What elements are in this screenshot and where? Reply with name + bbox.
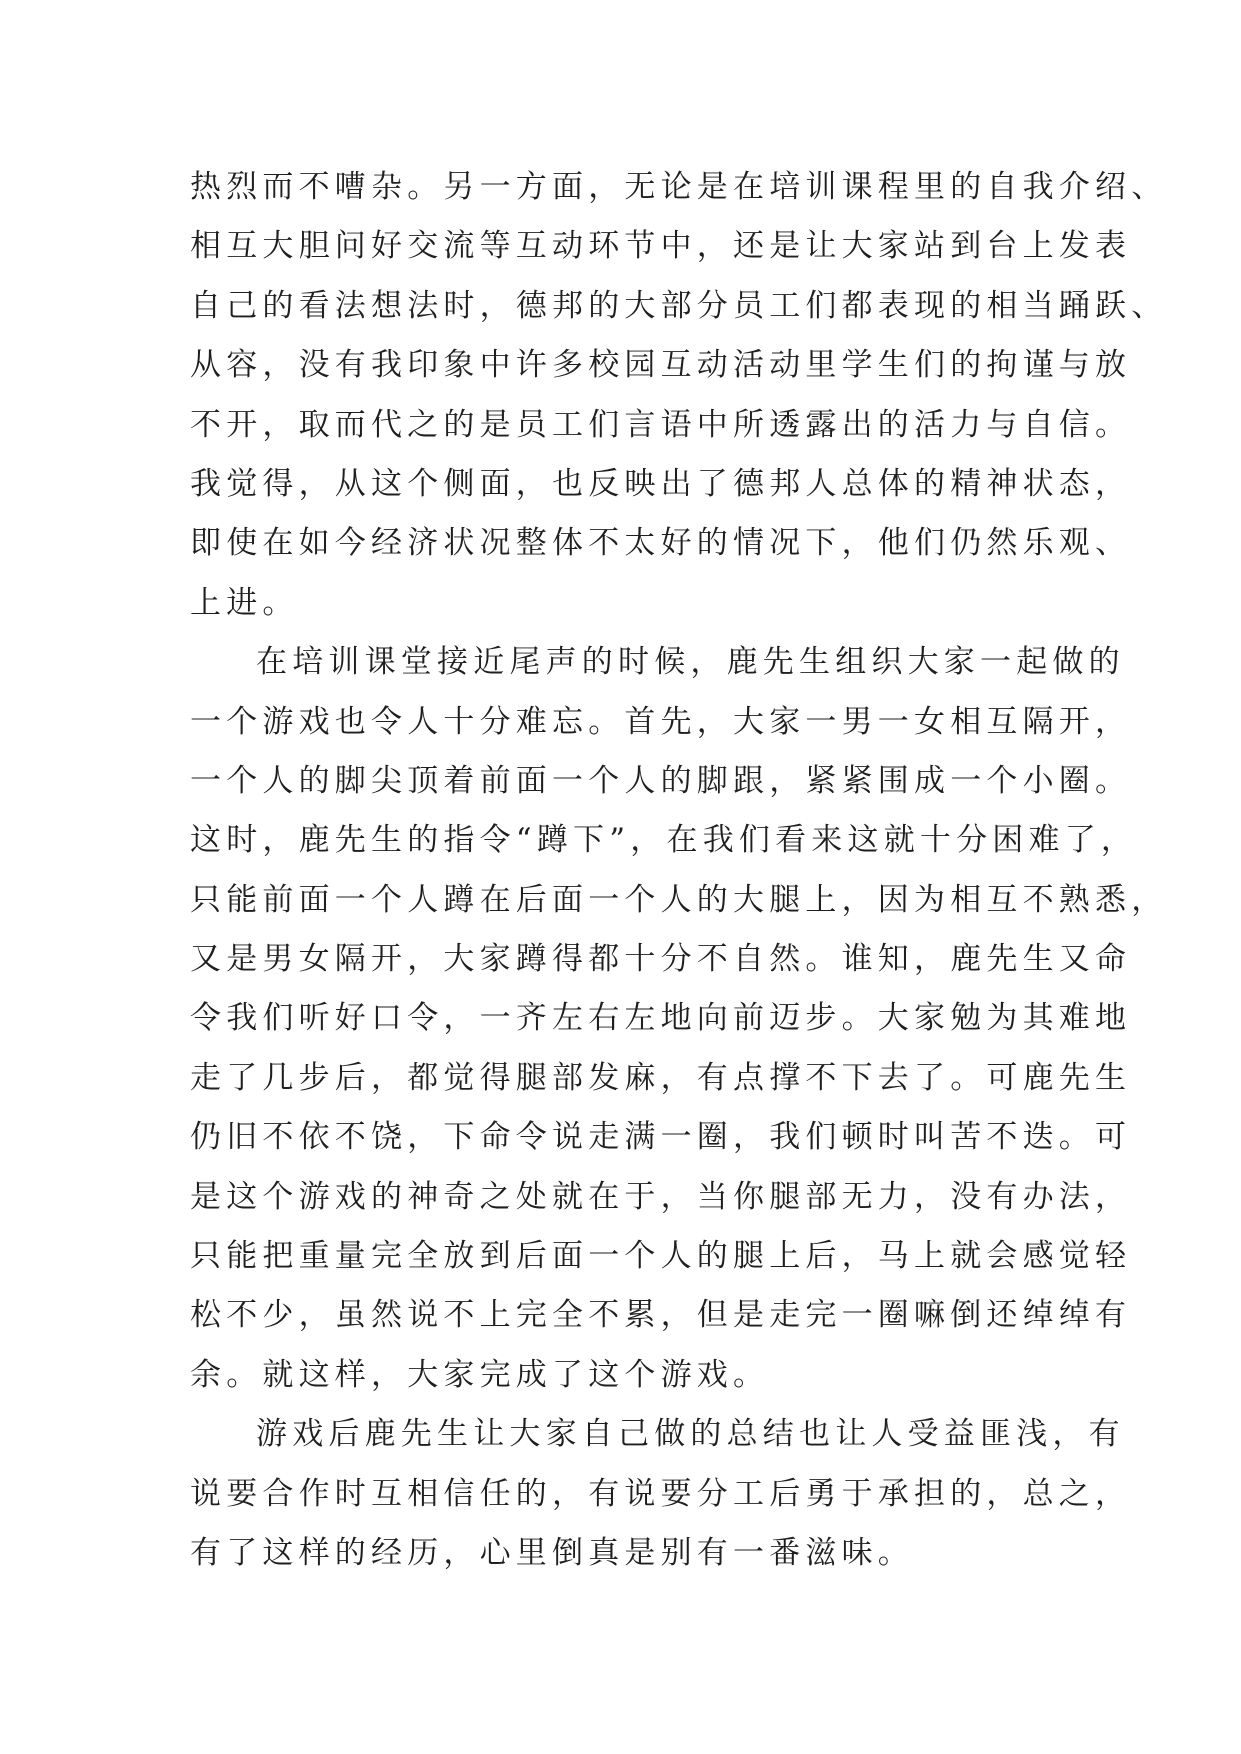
- text-line: 从容，没有我印象中许多校园互动活动里学生们的拘谨与放: [190, 347, 1132, 384]
- text-line: 我觉得，从这个侧面，也反映出了德邦人总体的精神状态，: [190, 465, 1132, 502]
- paragraph-3: [190, 1405, 1132, 1583]
- text-line: 余。就这样，大家完成了这个游戏。: [190, 1356, 770, 1393]
- text-line: 走了几步后，都觉得腿部发麻，有点撑不下去了。可鹿先生: [190, 1059, 1132, 1096]
- body-text: [190, 158, 1168, 1583]
- paragraph-1: [190, 158, 1168, 633]
- text-line: 上进。: [190, 584, 299, 621]
- text-line: 是这个游戏的神奇之处就在于，当你腿部无力，没有办法，: [190, 1178, 1132, 1215]
- text-line: 又是男女隔开，大家蹲得都十分不自然。谁知，鹿先生又命: [190, 941, 1132, 978]
- text-line: 令我们听好口令，一齐左右左地向前迈步。大家勉为其难地: [190, 1000, 1132, 1037]
- text-line: 不开，取而代之的是员工们言语中所透露出的活力与自信。: [190, 406, 1132, 443]
- text-line: 自己的看法想法时，德邦的大部分员工们都表现的相当踊跃、: [190, 287, 1168, 324]
- text-line: 松不少，虽然说不上完全不累，但是走完一圈嘛倒还绰绰有: [190, 1297, 1132, 1334]
- text-line: 相互大胆问好交流等互动环节中，还是让大家站到台上发表: [190, 228, 1132, 265]
- text-line: 仍旧不依不饶，下命令说走满一圈，我们顿时叫苦不迭。可: [190, 1119, 1132, 1156]
- text-line: 在培训课堂接近尾声的时候，鹿先生组织大家一起做的: [256, 644, 1125, 681]
- text-line: 说要合作时互相信任的，有说要分工后勇于承担的，总之，: [190, 1475, 1132, 1512]
- paragraph-2: [190, 633, 1168, 1405]
- text-line: 这时，鹿先生的指令“蹲下”，在我们看来这就十分困难了，: [190, 822, 1138, 859]
- text-line: 一个游戏也令人十分难忘。首先，大家一男一女相互隔开，: [190, 703, 1132, 740]
- text-line: 热烈而不嘈杂。另一方面，无论是在培训课程里的自我介绍、: [190, 169, 1168, 205]
- text-line: 只能前面一个人蹲在后面一个人的大腿上，因为相互不熟悉，: [190, 881, 1168, 918]
- text-line: 有了这样的经历，心里倒真是别有一番滋味。: [190, 1534, 914, 1571]
- text-line: 只能把重量完全放到后面一个人的腿上后，马上就会感觉轻: [190, 1238, 1132, 1275]
- text-line: 即使在如今经济状况整体不太好的情况下，他们仍然乐观、: [190, 525, 1132, 562]
- text-line: 游戏后鹿先生让大家自己做的总结也让人受益匪浅，有: [256, 1416, 1125, 1453]
- text-line: 一个人的脚尖顶着前面一个人的脚跟，紧紧围成一个小圈。: [190, 762, 1132, 799]
